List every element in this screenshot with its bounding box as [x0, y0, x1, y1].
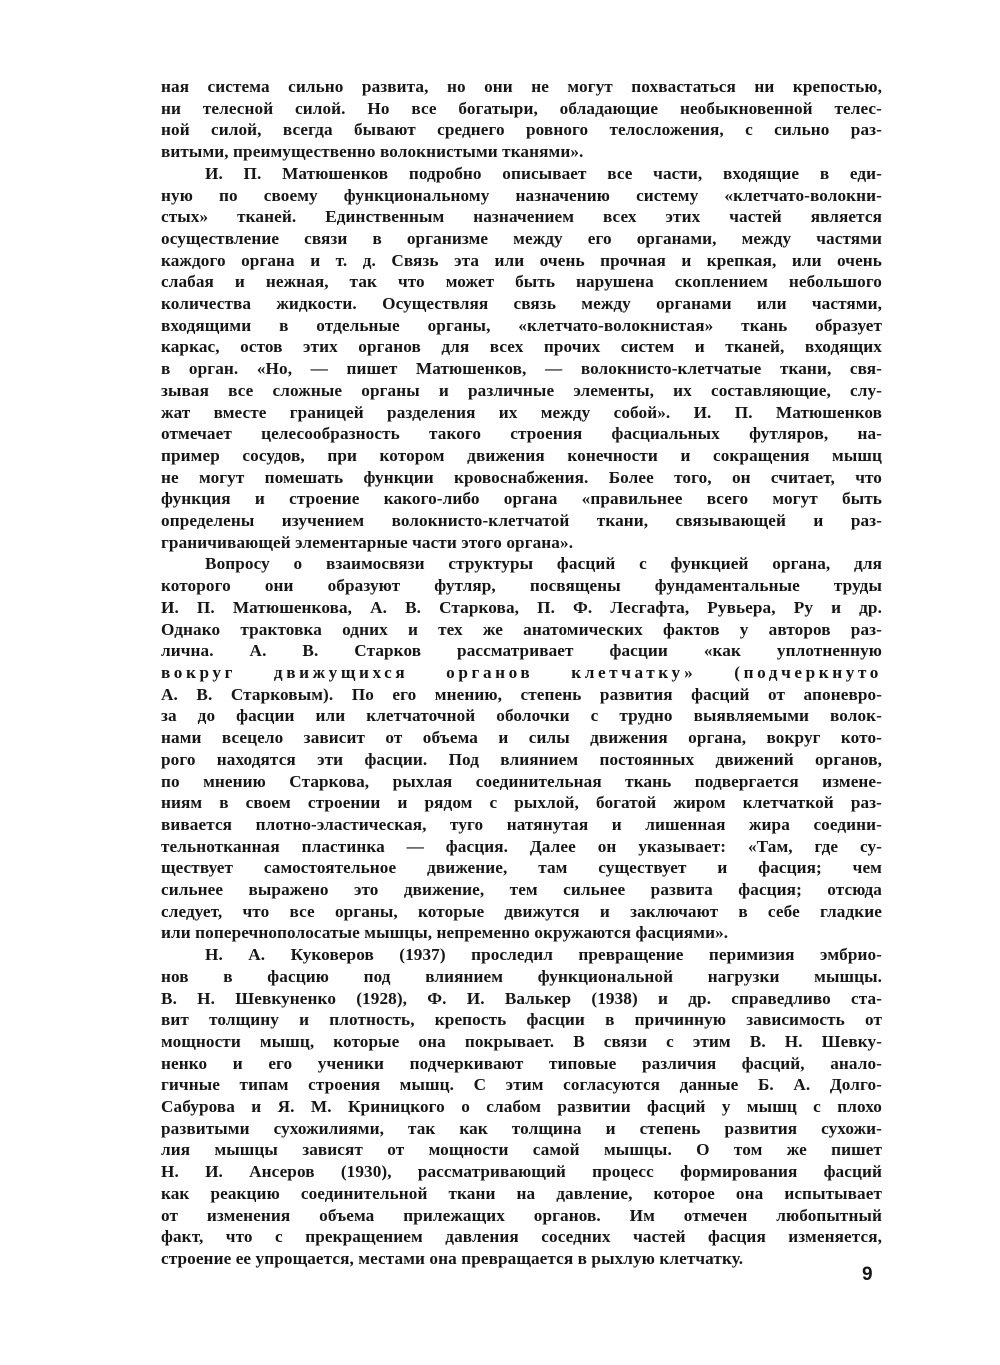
- paragraph-1: [161, 76, 882, 163]
- text-line: ществует самостоятельное движение, там существует и фасция; чем: [161, 858, 882, 878]
- text-line: от изменения объема прилежащих органов. Им отмечен любопытный: [161, 1205, 882, 1225]
- text-line: рого находятся эти фасции. Под влиянием постоянных движений органов,: [161, 749, 882, 769]
- text-line: нов в фасцию под влиянием функциональной нагрузки мышцы.: [161, 966, 882, 986]
- text-line: ной силой, всегда бывают среднего ровного телосложения, с сильно раз-: [161, 120, 882, 140]
- text-line: вокруг движущихся органов клетчатку» (подчеркнуто: [161, 662, 882, 682]
- text-line: пример сосудов, при котором движения конечности и сокращения мышц: [161, 445, 882, 465]
- text-line: вит толщину и плотность, крепость фасции в причинную зависимость от: [161, 1010, 882, 1030]
- text-line: нами всецело зависит от объема и силы движения органа, вокруг кото-: [161, 728, 882, 748]
- text-line: развитыми сухожилиями, так как толщина и степень развития сухожи-: [161, 1118, 882, 1138]
- text-line: следует, что все органы, которые движутся и заключают в себе гладкие: [161, 901, 882, 921]
- text-line: входящими в отдельные органы, «клетчато-волокнистая» ткань образует: [161, 315, 882, 335]
- text-line: Н. И. Ансеров (1930), рассматривающий процесс формирования фасций: [161, 1162, 882, 1182]
- text-line: ная система сильно развита, но они не могут похвастаться ни крепостью,: [161, 77, 882, 96]
- text-line: или поперечнополосатые мышцы, непременно окружаются фасциями».: [161, 923, 729, 943]
- text-line: жат вместе границей разделения их между собой». И. П. Матюшенков: [161, 402, 882, 422]
- text-line: лична. А. В. Старков рассматривает фасции «как уплотненную: [161, 641, 882, 661]
- text-line: ненко и его ученики подчеркивают типовые различия фасций, анало-: [161, 1053, 882, 1073]
- text-line: определены изучением волокнисто-клетчатой ткани, связывающей и раз-: [161, 511, 882, 531]
- text-line: каркас, остов этих органов для всех прочих систем и тканей, входящих: [161, 337, 882, 357]
- text-line: строение ее упрощается, местами она превращается в рыхлую клетчатку.: [161, 1248, 744, 1268]
- text-line: ниям в своем строении и рядом с рыхлой, богатой жиром клетчаткой раз-: [161, 793, 882, 813]
- text-line: ни телесной силой. Но все богатыри, обладающие необыкновенной телес-: [161, 98, 882, 118]
- text-line: И. П. Матюшенкова, А. В. Старкова, П. Ф. Лесгафта, Рувьера, Ру и др.: [161, 597, 882, 617]
- text-line: лия мышцы зависят от мощности самой мышцы. О том же пишет: [161, 1140, 882, 1160]
- text-line: слабая и нежная, так что может быть нарушена скоплением небольшого: [161, 272, 882, 292]
- text-line: в орган. «Но, — пишет Матюшенков, — волокнисто-клетчатые ткани, свя-: [161, 359, 882, 379]
- text-line: которого они образуют футляр, посвящены фундаментальные труды: [161, 576, 882, 596]
- paragraph-2: [161, 163, 882, 554]
- text-line: по мнению Старкова, рыхлая соединительная ткань подвергается измене-: [161, 771, 882, 791]
- text-line: Вопросу о взаимосвязи структуры фасций с функцией органа, для: [205, 554, 882, 574]
- text-line: отмечает целесообразность такого строения фасциальных футляров, на-: [161, 424, 882, 444]
- text-line: Сабурова и Я. М. Криницкого о слабом развитии фасций у мышц с плохо: [161, 1097, 882, 1117]
- paragraph-4: [161, 944, 882, 1270]
- text-line: не могут помешать функции кровоснабжения. Более того, он считает, что: [161, 467, 882, 487]
- text-line: граничивающей элементарные части этого органа».: [161, 532, 574, 552]
- text-line: ную по своему функциональному назначению систему «клетчато-волокни-: [161, 185, 882, 205]
- text-line: стых» тканей. Единственным назначением всех этих частей является: [161, 207, 882, 227]
- text-line: факт, что с прекращением давления соседних частей фасция изменяется,: [161, 1227, 882, 1247]
- text-line: Однако трактовка одних и тех же анатомических фактов у авторов раз-: [161, 619, 882, 639]
- text-line: каждого органа и т. д. Связь эта или очень прочная и крепкая, или очень: [161, 250, 882, 270]
- text-line: А. В. Старковым). По его мнению, степень развития фасций от апоневро-: [161, 684, 882, 704]
- text-line: тельнотканная пластинка — фасция. Далее он указывает: «Там, где су-: [161, 836, 882, 856]
- text-line: витыми, преимущественно волокнистыми тканями».: [161, 142, 584, 162]
- text-line: И. П. Матюшенков подробно описывает все части, входящие в еди-: [205, 163, 882, 183]
- text-line: осуществление связи в организме между его органами, между частями: [161, 228, 882, 248]
- text-line: функция и строение какого-либо органа «правильнее всего могут быть: [161, 489, 882, 509]
- text-line: мощности мышц, которые она покрывает. В связи с этим В. Н. Шевку-: [161, 1031, 882, 1051]
- text-line: зывая все сложные органы и различные элементы, их составляющие, слу-: [161, 380, 882, 400]
- page-number: 9: [862, 1264, 873, 1285]
- text-line: Н. А. Куковеров (1937) проследил превращение перимизия эмбрио-: [205, 945, 882, 965]
- text-line: вивается плотно-эластическая, туго натянутая и лишенная жира соедини-: [161, 814, 882, 834]
- text-line: количества жидкости. Осуществляя связь между органами или частями,: [161, 294, 882, 314]
- text-line: гичные типам строения мышц. С этим согласуются данные Б. А. Долго-: [161, 1075, 882, 1095]
- text-line: сильнее выражено это движение, тем сильнее развита фасция; отсюда: [161, 880, 882, 900]
- paragraph-3: [161, 553, 882, 944]
- text-line: как реакцию соединительной ткани на давление, которое она испытывает: [161, 1183, 882, 1203]
- text-line: за до фасции или клетчаточной оболочки с трудно выявляемыми волок-: [161, 706, 882, 726]
- text-line: В. Н. Шевкуненко (1928), Ф. И. Валькер (1938) и др. справедливо ста-: [161, 988, 882, 1008]
